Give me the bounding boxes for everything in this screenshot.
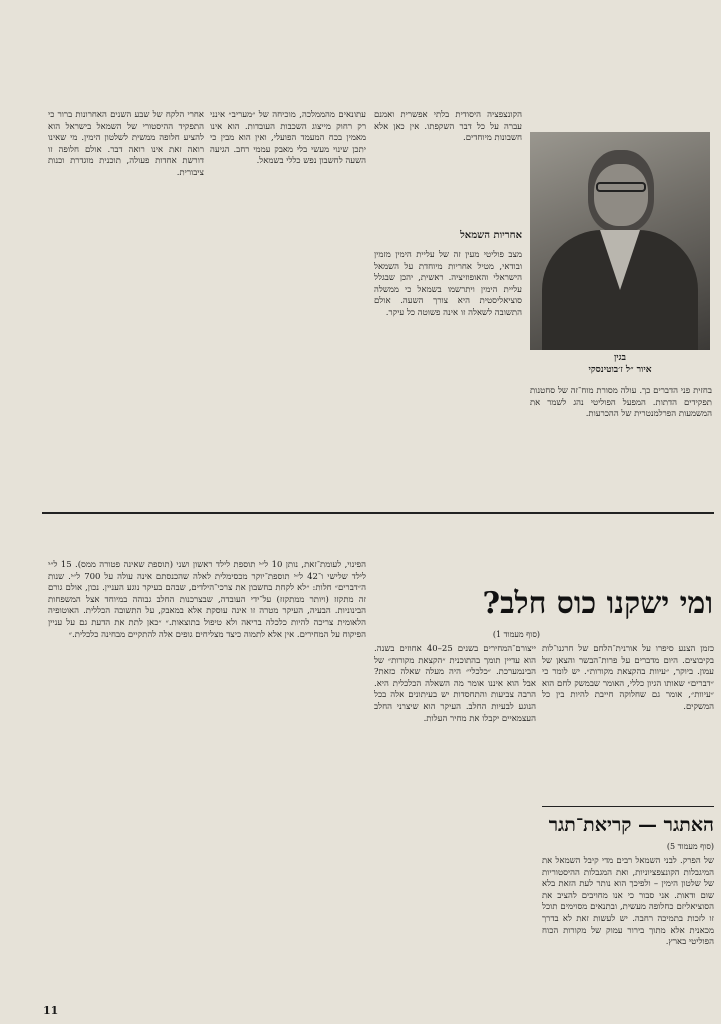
intro-text: הקונצפציה היסודית בלתי אפשרית ואמנם עברה על כל דבר השקפתו. אין כאן אלא חשבונות מיוחדים. — [374, 110, 522, 144]
section-subhead: אחריות השמאל — [460, 230, 522, 241]
article1-column-right — [542, 644, 714, 802]
photo-caption — [530, 352, 710, 376]
article1-column-center — [374, 644, 536, 1004]
column-right-text: בחזית פני הדברים כך. עולה מסורת מוח־זה של סחטנות תפקידים הדתות. המפעל הפוליטי נהג לשמר את המשמעות הפרלמנטרית של ההכרעות. — [530, 386, 712, 420]
section-divider — [42, 512, 714, 514]
left-body-text: אחרי הלקח של שבע השנים האחרונות ברור כי התפקיד ההיסטורי של השמאל בישראל הוא להציע חלופה ממשית לשלטון הימין. מי שאינו רואה זאת אינו רואה דבר. אולם חלופה זו דורשת אחדות פעולה, תוכנית מוגדרת וכנות ציבורית. — [48, 110, 204, 178]
portrait-photo — [530, 132, 710, 350]
article2-body-text: של הפרק. לבני השמאל רבים מדי קיבל השמאל את המיגבלות הקונצפציוניות, ואת המגבלות ההיסטוריות של שלטון הימין – ולפיכך הוא נותר לעת הזאת בלא שום ודאות. אני סבור כי אנו מחויבים להציב את הסוציאליזם כחלופה מעשית, ובתנאים מסוימים תוכל זו לזכות בתמיכה רחבה. יש לעשות זאת לא בדרך מכאנית אלא מתוך בירור עמוק של מקורות הכוח הפוליטי בארץ. — [542, 856, 714, 948]
column-mid-body — [374, 250, 522, 500]
mid-body-text: מצב פוליטי מעין זה של עליית הימין מזמין ובודאי, מטיל אחריות מיוחדת על השמאל הישראלי והאופוזיציה. ראשית, יהכן שבגלל עליית הימין ויתרשמו בשמאל כי ממשלה סוציאליסטית היא צורך השעה. אולם התשובה לשאלה זו אינה פשוטה כל עיקר. — [374, 250, 522, 318]
article2-column — [542, 856, 714, 1006]
column-mid-intro — [374, 110, 522, 222]
caption-credit: איור ״ל ז׳בוטינסקי — [588, 365, 652, 375]
column-center-top — [210, 110, 366, 500]
column-left-top — [48, 110, 204, 500]
article1-column-left — [48, 560, 366, 996]
center-body-text: עתונאים מהממלכה, מוכיחה של ״מעריב״ אינני רק רחוק מייצוג השכבות העובדות. הוא אינו מאמין בכח המעמד הפועלי, ואין הוא מבין כי יתכן שינוי מעשי בלי מאבק עממי רחב. הגיעה השעה לחשבון נפש כללי בשמאל. — [210, 110, 366, 167]
article1-right-text: כזמן הצנע סיפרו על אורנית־הלחם של חרגנו־לות בקיבוצים. היום מדברים על פרות־הבשר והצאן של עמון. ביוקר, ״עיוות בהקצאת מקורות״. יש לומר כי ״דברים״ שאותו הגיון כללי, האומר שבמשק לחם הוא ״עיוות״, אומר גם שחלוקה חייבת להיות בין כל המשקים. — [542, 644, 714, 712]
column-right-top — [530, 386, 712, 494]
article1-continuation: (סוף מעמוד 1) — [492, 630, 540, 639]
article2-divider — [542, 806, 714, 807]
caption-name: בגין — [614, 353, 626, 363]
article1-left-text: הפינוי, לעומת־זאת, נותן 10 ל״י תוספת לילד ראשון ושני (תוספת שאינה פטורה ממס). 15 ל״י לילד שלישי ו־42 ל״י תוספת־יוקר מכסימלית לאלה שהכנסתם אינה עולה על 700 ל״י. שנות ה״דברים״ חלות: ״לא לקחת בחשבון את צרכי־הילדים, שבהם בעיקר נוגע העניין. נכון, אולם גורם זה מתקזז (ויותר ממתקזז) על־ידי העובדה, שבצרכנות החלב גבוהה במיוחד אצל המשפחות הבינוניות. הבעיה, העיקר מטרה זו אינה עוסקת אלא במאבק, על התשובה הכללית. האוטופיה הלאומית צריכה להיות כלכלה בריאה ולא טיפול בתוצאות.״ ״כאן לתת את הדעת גם על עניין הפיקוח על המחירים. אין אלא לתמוה כיצד מצליחים גופים אלה להתקיים מבחינה כלכלית.״ — [48, 560, 366, 640]
article1-headline: ומי ישקנו כוס חלב? — [482, 586, 713, 621]
article2-headline: האתגר — קריאת־תגר — [548, 814, 714, 836]
article2-continuation: (סוף מעמוד 5) — [666, 842, 714, 851]
article1-center-text: ייצורם־המחירים בשנים 25–40 אחוזים בשנה. הוא עדיין תומך בהתוכנית ״הקצאת מקורות״ של הבינמערכת. ״כלכלי״ היה מעלה שאלה כזאת? אבל הוא איננו אומר מה השאלה הכלכלית היא. הרבה צביעות והתחסדות יש בעיתונים אלה בכל הנוגע לבעיות החלב. העיקר הוא שיצרני החלב העצמאיים יקבלו את מחיר העלות. — [374, 644, 536, 724]
page-number: 11 — [43, 1004, 59, 1017]
